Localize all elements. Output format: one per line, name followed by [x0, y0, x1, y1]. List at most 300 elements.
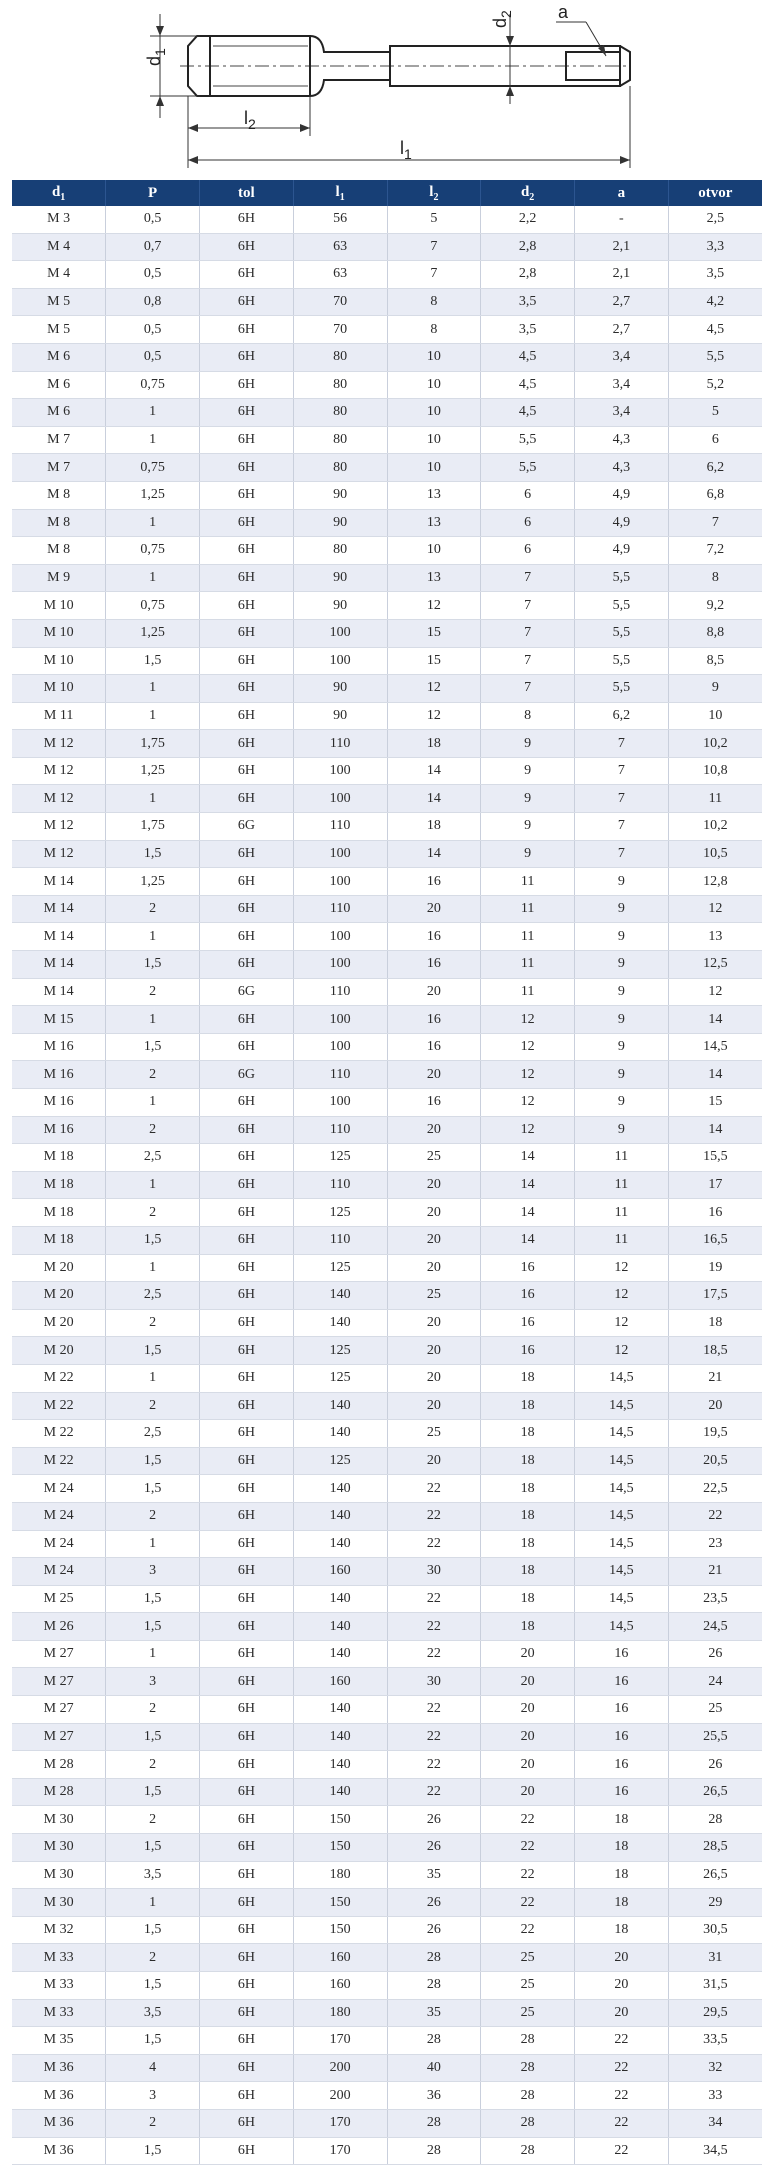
table-cell: M 27 [12, 1668, 106, 1696]
table-cell: 6G [200, 978, 294, 1006]
table-cell: 6H [200, 399, 294, 427]
table-cell: 1 [106, 1530, 200, 1558]
table-cell: M 14 [12, 923, 106, 951]
table-cell: 8 [668, 564, 762, 592]
table-cell: 25 [481, 1999, 575, 2027]
table-cell: 100 [293, 647, 387, 675]
table-cell: 2 [106, 895, 200, 923]
table-cell: 110 [293, 1116, 387, 1144]
table-cell: 6H [200, 1447, 294, 1475]
table-cell: M 10 [12, 647, 106, 675]
table-cell: 18 [575, 1861, 669, 1889]
table-cell: 25 [668, 1696, 762, 1724]
table-cell: 140 [293, 1475, 387, 1503]
table-cell: 12 [575, 1282, 669, 1310]
table-cell: 6H [200, 1751, 294, 1779]
table-cell: 35 [387, 1861, 481, 1889]
table-cell: 140 [293, 1502, 387, 1530]
table-cell: 10 [387, 426, 481, 454]
table-cell: 28 [387, 2109, 481, 2137]
table-cell: 16 [575, 1723, 669, 1751]
table-cell: 160 [293, 1668, 387, 1696]
column-header [200, 180, 294, 206]
table-cell: 12 [575, 1254, 669, 1282]
table-cell: 6H [200, 2054, 294, 2082]
table-cell: 21 [668, 1558, 762, 1586]
table-cell: M 20 [12, 1254, 106, 1282]
table-cell: 18 [668, 1309, 762, 1337]
table-cell: 6H [200, 1171, 294, 1199]
table-cell: 3 [106, 1668, 200, 1696]
table-cell: 110 [293, 1226, 387, 1254]
table-cell: 22 [387, 1778, 481, 1806]
table-row [12, 951, 762, 979]
table-row [12, 1999, 762, 2027]
table-cell: 9 [575, 1116, 669, 1144]
table-cell: M 12 [12, 730, 106, 758]
table-cell: 6H [200, 1558, 294, 1586]
table-cell: M 36 [12, 2082, 106, 2110]
table-cell: 6 [668, 426, 762, 454]
table-cell: 20 [481, 1640, 575, 1668]
table-cell: M 16 [12, 1033, 106, 1061]
table-cell: M 7 [12, 454, 106, 482]
table-row [12, 1834, 762, 1862]
table-cell: 26 [387, 1916, 481, 1944]
table-cell: 2 [106, 1806, 200, 1834]
table-cell: 3,4 [575, 399, 669, 427]
table-cell: 80 [293, 426, 387, 454]
table-cell: 2 [106, 1696, 200, 1724]
table-cell: 6H [200, 1723, 294, 1751]
table-cell: M 30 [12, 1889, 106, 1917]
table-cell: M 4 [12, 261, 106, 289]
table-cell: 28 [387, 2137, 481, 2165]
table-cell: 12 [481, 1006, 575, 1034]
table-cell: M 11 [12, 702, 106, 730]
table-cell: 22 [387, 1696, 481, 1724]
table-cell: 100 [293, 785, 387, 813]
table-row [12, 647, 762, 675]
table-cell: 7 [575, 730, 669, 758]
table-cell: 140 [293, 1392, 387, 1420]
table-cell: 110 [293, 730, 387, 758]
table-cell: 14 [481, 1171, 575, 1199]
table-cell: 4,9 [575, 481, 669, 509]
table-cell: 1,5 [106, 951, 200, 979]
table-cell: 20 [387, 1254, 481, 1282]
table-cell: 1,75 [106, 730, 200, 758]
table-cell: 1 [106, 426, 200, 454]
table-cell: 18 [575, 1889, 669, 1917]
table-cell: 14,5 [575, 1475, 669, 1503]
table-cell: 8 [387, 288, 481, 316]
table-cell: 6 [481, 481, 575, 509]
table-cell: 2,5 [106, 1144, 200, 1172]
table-cell: 7 [481, 619, 575, 647]
table-cell: 6G [200, 813, 294, 841]
table-cell: M 15 [12, 1006, 106, 1034]
table-cell: 13 [387, 564, 481, 592]
table-cell: 0,75 [106, 537, 200, 565]
table-cell: 14,5 [575, 1364, 669, 1392]
table-cell: M 6 [12, 343, 106, 371]
table-cell: 5,5 [575, 619, 669, 647]
table-cell: 90 [293, 481, 387, 509]
table-cell: 0,5 [106, 316, 200, 344]
table-cell: M 30 [12, 1806, 106, 1834]
table-cell: 150 [293, 1889, 387, 1917]
column-header [106, 180, 200, 206]
table-cell: 2,1 [575, 233, 669, 261]
table-cell: 125 [293, 1337, 387, 1365]
d1-arrow-bottom [156, 96, 164, 106]
table-cell: 6H [200, 1613, 294, 1641]
table-row [12, 1696, 762, 1724]
table-cell: 1 [106, 923, 200, 951]
table-cell: 20 [387, 1392, 481, 1420]
table-row [12, 1089, 762, 1117]
table-cell: 22 [481, 1916, 575, 1944]
table-cell: 6H [200, 206, 294, 233]
table-cell: 9 [481, 785, 575, 813]
table-cell: 6H [200, 1585, 294, 1613]
table-cell: 160 [293, 1558, 387, 1586]
table-cell: M 4 [12, 233, 106, 261]
table-cell: 3,5 [106, 1999, 200, 2027]
table-row [12, 1806, 762, 1834]
table-cell: M 14 [12, 978, 106, 1006]
table-cell: 2 [106, 1061, 200, 1089]
table-cell: 1,5 [106, 1613, 200, 1641]
table-cell: M 20 [12, 1282, 106, 1310]
table-cell: 33 [668, 2082, 762, 2110]
table-cell: 18 [481, 1530, 575, 1558]
table-row [12, 1502, 762, 1530]
table-cell: 63 [293, 261, 387, 289]
table-cell: 16 [575, 1640, 669, 1668]
table-cell: 20 [387, 1447, 481, 1475]
table-row [12, 1282, 762, 1310]
table-cell: 11 [668, 785, 762, 813]
table-cell: 0,75 [106, 592, 200, 620]
table-row [12, 1116, 762, 1144]
table-row [12, 619, 762, 647]
table-cell: 2,7 [575, 316, 669, 344]
table-cell: 9 [575, 1033, 669, 1061]
table-cell: 6H [200, 537, 294, 565]
table-cell: 22 [575, 2082, 669, 2110]
table-cell: 6H [200, 1944, 294, 1972]
table-cell: 22 [387, 1475, 481, 1503]
table-cell: 20 [481, 1751, 575, 1779]
table-cell: 12 [387, 702, 481, 730]
table-cell: 20 [387, 1337, 481, 1365]
table-cell: 2,5 [106, 1282, 200, 1310]
table-row [12, 1640, 762, 1668]
table-cell: 16 [481, 1309, 575, 1337]
table-row [12, 1558, 762, 1586]
table-cell: 22 [575, 2054, 669, 2082]
table-cell: 2 [106, 1116, 200, 1144]
table-cell: M 20 [12, 1337, 106, 1365]
table-cell: 3,5 [106, 1861, 200, 1889]
table-cell: 11 [575, 1226, 669, 1254]
table-cell: 18 [575, 1916, 669, 1944]
table-cell: 14,5 [575, 1558, 669, 1586]
table-cell: M 5 [12, 316, 106, 344]
table-cell: 7 [481, 592, 575, 620]
table-cell: 6H [200, 2109, 294, 2137]
table-cell: 1,5 [106, 647, 200, 675]
table-cell: 26 [668, 1640, 762, 1668]
table-cell: 6,2 [668, 454, 762, 482]
table-cell: 6 [481, 537, 575, 565]
table-cell: 6G [200, 1061, 294, 1089]
table-cell: 31 [668, 1944, 762, 1972]
table-cell: 1,5 [106, 1834, 200, 1862]
table-cell: 140 [293, 1613, 387, 1641]
table-cell: M 14 [12, 895, 106, 923]
table-cell: 125 [293, 1364, 387, 1392]
table-row [12, 1364, 762, 1392]
table-cell: 29,5 [668, 1999, 762, 2027]
table-cell: 0,75 [106, 454, 200, 482]
table-cell: M 12 [12, 813, 106, 841]
table-cell: 80 [293, 343, 387, 371]
table-cell: 18 [481, 1502, 575, 1530]
tap-drawing-svg [0, 0, 774, 180]
table-cell: 2 [106, 1199, 200, 1227]
table-cell: 16,5 [668, 1226, 762, 1254]
table-cell: 3,4 [575, 343, 669, 371]
table-cell: 1,5 [106, 1723, 200, 1751]
table-cell: 1,25 [106, 619, 200, 647]
table-cell: 9 [575, 923, 669, 951]
table-cell: M 20 [12, 1309, 106, 1337]
table-cell: 125 [293, 1144, 387, 1172]
table-cell: 20,5 [668, 1447, 762, 1475]
table-cell: 1,25 [106, 868, 200, 896]
table-row [12, 592, 762, 620]
table-cell: 15,5 [668, 1144, 762, 1172]
table-row [12, 1309, 762, 1337]
table-cell: 6H [200, 2082, 294, 2110]
table-cell: 9 [481, 840, 575, 868]
table-cell: 125 [293, 1199, 387, 1227]
table-cell: M 33 [12, 1972, 106, 2000]
column-header-label: d [51, 183, 61, 200]
table-cell: 3,4 [575, 371, 669, 399]
table-cell: 5,5 [575, 592, 669, 620]
table-row [12, 813, 762, 841]
table-cell: 2 [106, 1309, 200, 1337]
d1-arrow-top [156, 26, 164, 36]
table-cell: M 24 [12, 1475, 106, 1503]
table-row [12, 1778, 762, 1806]
table-cell: 12 [481, 1033, 575, 1061]
table-cell: 100 [293, 757, 387, 785]
table-cell: 29 [668, 1889, 762, 1917]
table-cell: 100 [293, 951, 387, 979]
table-cell: 150 [293, 1834, 387, 1862]
table-cell: M 14 [12, 868, 106, 896]
table-cell: 20 [387, 1309, 481, 1337]
table-cell: M 24 [12, 1502, 106, 1530]
table-cell: 6H [200, 1337, 294, 1365]
table-body [12, 206, 762, 2165]
table-cell: M 18 [12, 1199, 106, 1227]
table-cell: 16 [387, 868, 481, 896]
table-cell: 6H [200, 564, 294, 592]
table-cell: 80 [293, 537, 387, 565]
table-cell: 2,5 [106, 1420, 200, 1448]
table-cell: 6H [200, 1033, 294, 1061]
table-cell: M 28 [12, 1751, 106, 1779]
table-cell: 22 [481, 1861, 575, 1889]
table-cell: 100 [293, 868, 387, 896]
table-cell: 7,2 [668, 537, 762, 565]
table-cell: M 3 [12, 206, 106, 233]
table-cell: 15 [668, 1089, 762, 1117]
table-row [12, 1033, 762, 1061]
table-cell: 140 [293, 1751, 387, 1779]
table-row [12, 757, 762, 785]
table-cell: 6H [200, 1861, 294, 1889]
table-cell: 1,5 [106, 2137, 200, 2165]
table-cell: 20 [387, 1364, 481, 1392]
table-row [12, 702, 762, 730]
table-cell: 1,5 [106, 1447, 200, 1475]
table-cell: 12 [387, 675, 481, 703]
table-cell: 3,5 [481, 316, 575, 344]
table-cell: 14 [387, 785, 481, 813]
table-cell: 90 [293, 564, 387, 592]
table-row [12, 316, 762, 344]
table-cell: M 22 [12, 1447, 106, 1475]
table-cell: 6H [200, 288, 294, 316]
table-cell: 12 [481, 1089, 575, 1117]
table-cell: 15 [387, 619, 481, 647]
table-cell: 1 [106, 1089, 200, 1117]
table-cell: 100 [293, 923, 387, 951]
table-cell: 6H [200, 785, 294, 813]
table-cell: 10,8 [668, 757, 762, 785]
table-cell: M 12 [12, 757, 106, 785]
table-cell: 6H [200, 619, 294, 647]
table-cell: 6H [200, 757, 294, 785]
table-cell: 14,5 [668, 1033, 762, 1061]
column-header-subscript: 2 [433, 191, 439, 203]
table-cell: M 36 [12, 2109, 106, 2137]
table-cell: M 6 [12, 371, 106, 399]
table-cell: 9 [575, 868, 669, 896]
table-cell: 4,5 [481, 343, 575, 371]
table-cell: 6,8 [668, 481, 762, 509]
table-row [12, 895, 762, 923]
table-cell: 125 [293, 1254, 387, 1282]
table-cell: 8 [481, 702, 575, 730]
table-cell: 23 [668, 1530, 762, 1558]
table-cell: M 18 [12, 1226, 106, 1254]
table-cell: 22 [575, 2027, 669, 2055]
table-cell: 80 [293, 399, 387, 427]
table-cell: 7 [387, 233, 481, 261]
table-cell: 12 [668, 978, 762, 1006]
column-header [481, 180, 575, 206]
table-cell: 20 [387, 895, 481, 923]
table-cell: 14,5 [575, 1530, 669, 1558]
table-row [12, 206, 762, 233]
table-row [12, 1475, 762, 1503]
table-cell: 6H [200, 1226, 294, 1254]
table-cell: 3 [106, 2082, 200, 2110]
table-cell: 1,25 [106, 481, 200, 509]
table-cell: 33,5 [668, 2027, 762, 2055]
table-row [12, 1916, 762, 1944]
table-cell: 4,5 [481, 371, 575, 399]
table-cell: 2,5 [668, 206, 762, 233]
table-cell: 1,5 [106, 1916, 200, 1944]
table-cell: 1 [106, 399, 200, 427]
table-cell: 23,5 [668, 1585, 762, 1613]
table-cell: 4,3 [575, 454, 669, 482]
table-cell: M 35 [12, 2027, 106, 2055]
table-cell: 35 [387, 1999, 481, 2027]
table-cell: M 16 [12, 1061, 106, 1089]
table-cell: 14 [481, 1226, 575, 1254]
table-cell: 20 [387, 1199, 481, 1227]
table-cell: 2,7 [575, 288, 669, 316]
table-cell: 9 [575, 895, 669, 923]
table-cell: 1 [106, 785, 200, 813]
table-row [12, 2109, 762, 2137]
table-cell: M 8 [12, 509, 106, 537]
a-label: a [558, 2, 569, 22]
column-header-label: otvor [698, 184, 733, 201]
table-cell: 28 [481, 2054, 575, 2082]
table-cell: 12 [481, 1116, 575, 1144]
column-header [293, 180, 387, 206]
table-cell: 6H [200, 1006, 294, 1034]
table-cell: 2,8 [481, 233, 575, 261]
table-cell: 1 [106, 702, 200, 730]
table-cell: 8 [387, 316, 481, 344]
table-cell: 6H [200, 1972, 294, 2000]
table-cell: 6H [200, 647, 294, 675]
column-header-label: d [520, 183, 530, 200]
table-cell: 7 [575, 813, 669, 841]
table-cell: 20 [387, 1116, 481, 1144]
table-cell: 1 [106, 1640, 200, 1668]
table-cell: 18 [575, 1834, 669, 1862]
table-row [12, 2054, 762, 2082]
table-cell: 6H [200, 1392, 294, 1420]
table-cell: M 22 [12, 1364, 106, 1392]
table-cell: 90 [293, 509, 387, 537]
table-cell: M 10 [12, 675, 106, 703]
table-cell: 5,2 [668, 371, 762, 399]
table-cell: 180 [293, 1861, 387, 1889]
table-row [12, 840, 762, 868]
table-cell: 140 [293, 1585, 387, 1613]
table-cell: 26 [387, 1889, 481, 1917]
table-cell: 4,9 [575, 509, 669, 537]
table-cell: 3,3 [668, 233, 762, 261]
table-cell: 22 [575, 2109, 669, 2137]
table-cell: 6H [200, 371, 294, 399]
table-cell: 3 [106, 1558, 200, 1586]
